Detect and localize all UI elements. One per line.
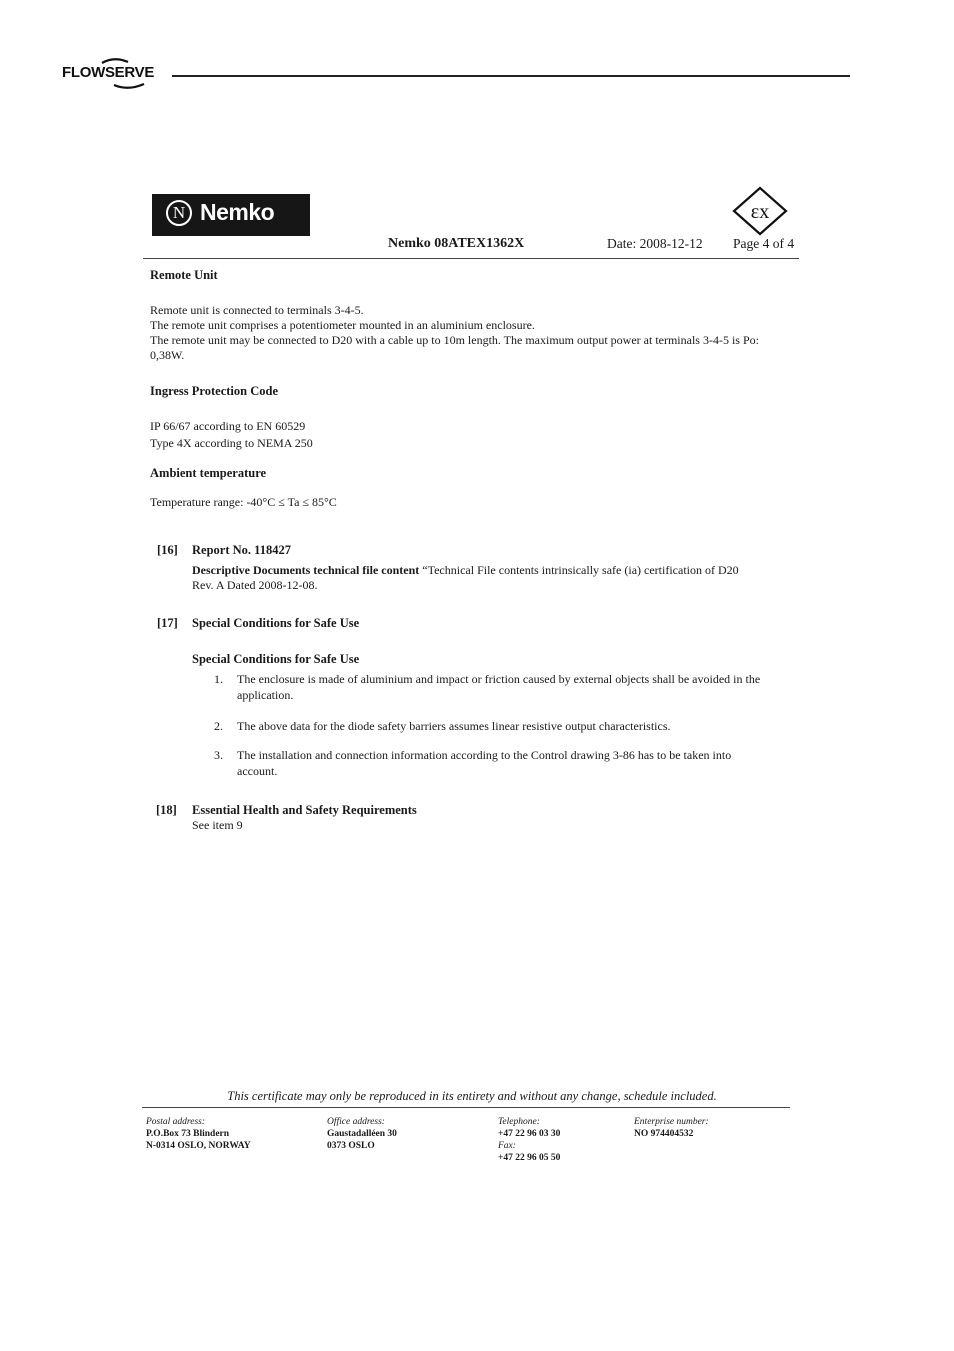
item-16-docs (192, 563, 739, 578)
item-18-text: See item 9 (192, 818, 243, 832)
item-17-title: Special Conditions for Safe Use (192, 616, 360, 630)
item-16-docs-text-2: Rev. A Dated 2008-12-08. (192, 578, 318, 592)
item-18-number: [18] (156, 803, 177, 817)
remote-unit-line: The remote unit comprises a potentiometer mounted in an aluminium enclosure. (150, 318, 535, 332)
fax-value: +47 22 96 05 50 (498, 1153, 561, 1163)
flowserve-logo (62, 54, 172, 94)
condition-text: The installation and connection information according to the Control drawing 3-86 has to be taken into (237, 748, 732, 762)
office-line: Gaustadalléen 30 (327, 1129, 397, 1139)
phone-label: Telephone: (498, 1117, 540, 1127)
remote-unit-heading: Remote Unit (150, 268, 218, 282)
item-16-number: [16] (157, 543, 178, 557)
ambient-heading: Ambient temperature (150, 466, 267, 480)
footer-postal (146, 1116, 251, 1152)
nemko-logo-text: Nemko (200, 199, 275, 225)
ingress-line: Type 4X according to NEMA 250 (150, 436, 313, 450)
reproduction-note: This certificate may only be reproduced in its entirety and without any change, schedule included. (227, 1089, 717, 1103)
nemko-emblem-icon: N (166, 200, 192, 226)
remote-unit-line: The remote unit may be connected to D20 with a cable up to 10m length. The maximum output power at terminals 3-4-5 is Po: (150, 333, 759, 347)
fax-label: Fax: (498, 1141, 516, 1151)
header-rule (172, 75, 850, 77)
item-18-title: Essential Health and Safety Requirements (192, 803, 417, 817)
header-divider (143, 258, 799, 259)
item-16-title: Report No. 118427 (192, 543, 291, 557)
item-17-number: [17] (157, 616, 178, 630)
page-number: Page 4 of 4 (733, 236, 795, 251)
ingress-heading: Ingress Protection Code (150, 384, 278, 398)
item-16-docs-text: “Technical File contents intrinsically safe (ia) certification of D20 (419, 563, 739, 577)
certificate-date: Date: 2008-12-12 (607, 236, 703, 251)
remote-unit-line: 0,38W. (150, 348, 185, 362)
office-label: Office address: (327, 1117, 385, 1127)
condition-text: The above data for the diode safety barriers assumes linear resistive output characteristics. (237, 719, 671, 733)
svg-text:εx: εx (750, 201, 770, 223)
flowserve-logo-text: FLOWSERVE (62, 64, 155, 81)
atex-ex-icon (731, 186, 789, 236)
footer-office (327, 1116, 397, 1152)
condition-number: 1. (214, 672, 223, 686)
footer-phone (498, 1116, 560, 1164)
footer-divider (142, 1107, 790, 1108)
item-17-subtitle: Special Conditions for Safe Use (192, 652, 360, 666)
item-16-docs-label: Descriptive Documents technical file content (192, 563, 420, 577)
enterprise-label: Enterprise number: (634, 1117, 709, 1127)
ambient-text: Temperature range: -40°C ≤ Ta ≤ 85°C (150, 495, 337, 509)
condition-number: 3. (214, 748, 223, 762)
ingress-line: IP 66/67 according to EN 60529 (150, 419, 306, 433)
condition-number: 2. (214, 719, 223, 733)
phone-value: +47 22 96 03 30 (498, 1129, 561, 1139)
postal-label: Postal address: (146, 1117, 206, 1127)
condition-text: account. (237, 764, 278, 778)
postal-line: P.O.Box 73 Blindern (146, 1129, 230, 1139)
nemko-logo (152, 194, 310, 236)
enterprise-value: NO 974404532 (634, 1129, 694, 1139)
condition-text: The enclosure is made of aluminium and impact or friction caused by external objects shall be avoided in the (237, 672, 761, 686)
postal-line: N-0314 OSLO, NORWAY (146, 1141, 251, 1151)
remote-unit-line: Remote unit is connected to terminals 3-4-5. (150, 303, 364, 317)
certificate-number: Nemko 08ATEX1362X (388, 236, 525, 251)
footer-enterprise (634, 1116, 709, 1140)
condition-text: application. (237, 688, 294, 702)
office-line: 0373 OSLO (327, 1141, 375, 1151)
